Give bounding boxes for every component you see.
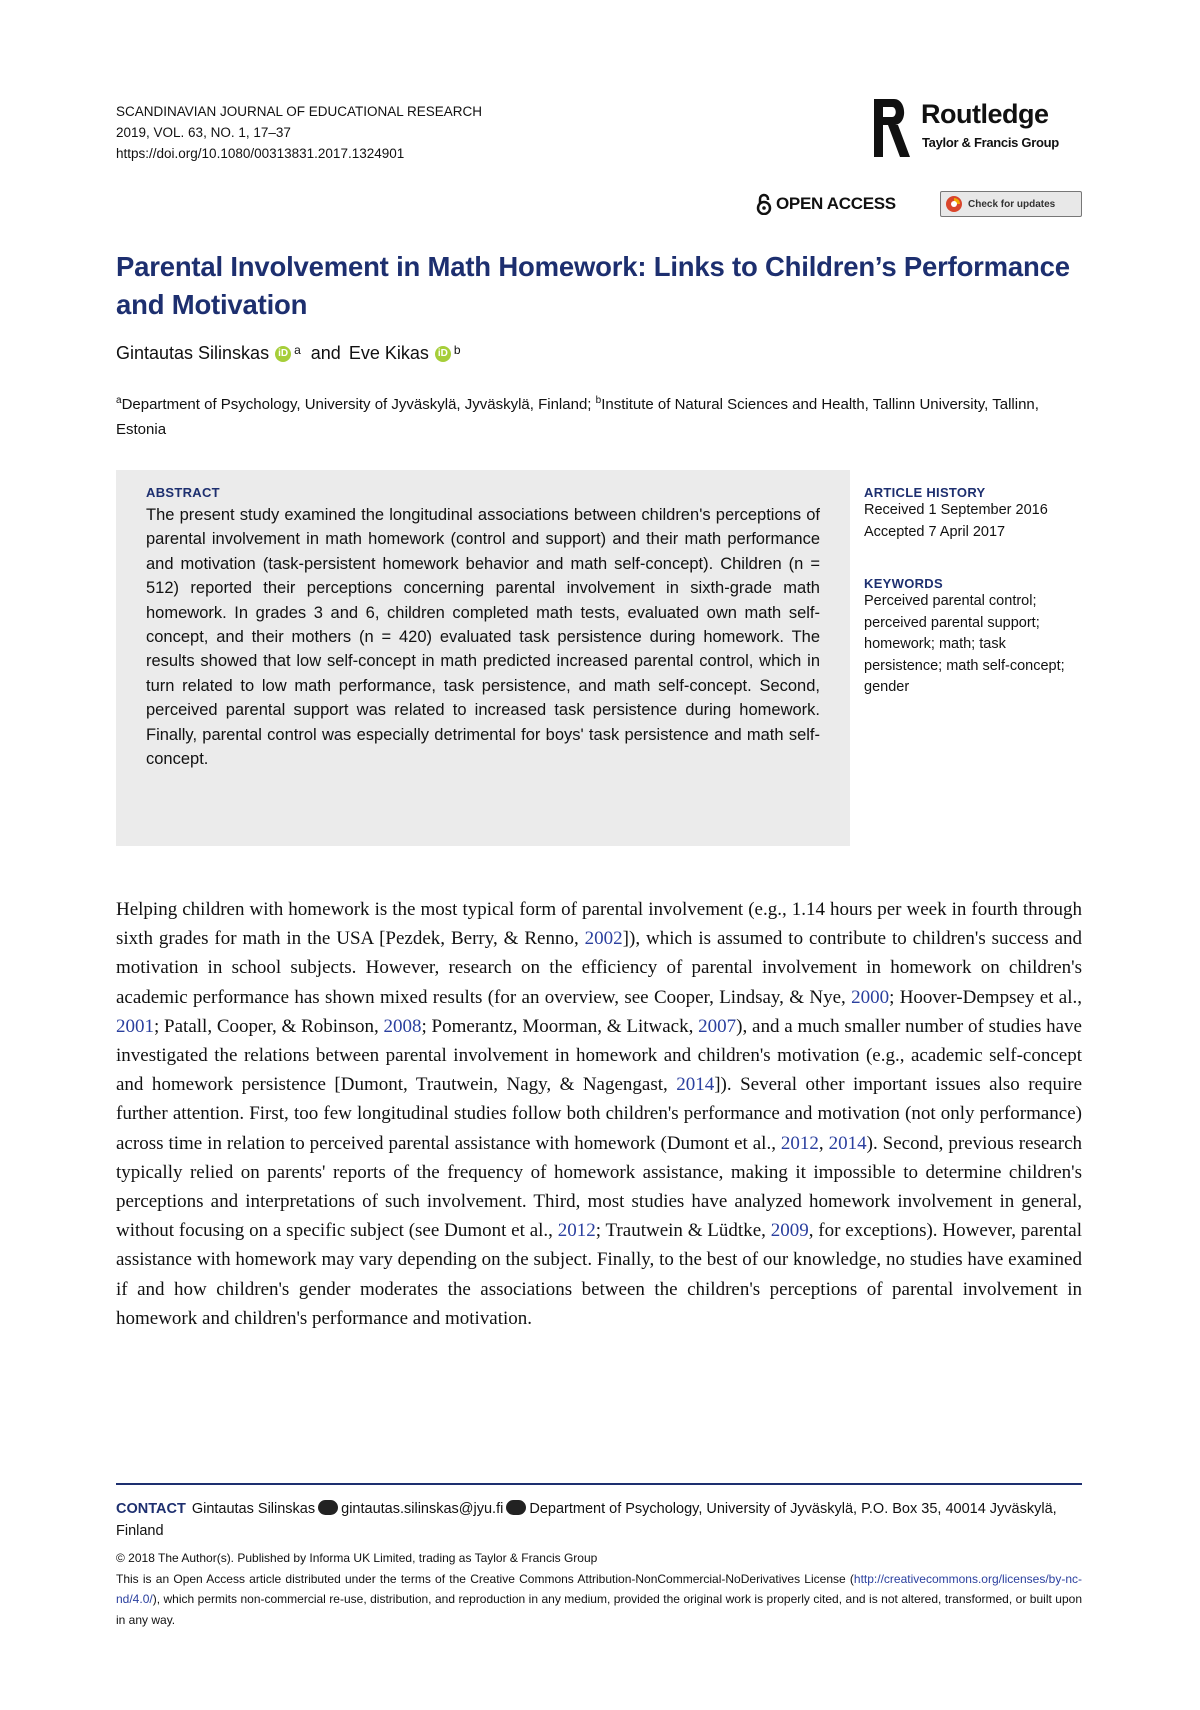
keywords-heading: KEYWORDS	[864, 576, 943, 591]
citation-link[interactable]: 2009	[770, 1220, 809, 1242]
journal-doi[interactable]: https://doi.org/10.1080/00313831.2017.1324901	[116, 146, 405, 161]
received-date: Received 1 September 2016	[864, 502, 1048, 518]
affiliations	[116, 388, 1076, 442]
citation-link[interactable]: 2012	[780, 1132, 819, 1154]
affiliation-b-mark: b	[595, 395, 602, 406]
article-history-heading: ARTICLE HISTORY	[864, 485, 986, 500]
publisher-name: Routledge	[921, 99, 1049, 129]
keywords	[864, 576, 1084, 699]
open-lock-icon	[756, 193, 772, 215]
citation-link[interactable]: 2002	[584, 928, 623, 950]
license-text: This is an Open Access article distributed under the terms of the Creative Commons Attribution-NonCommercial-NoDerivatives License (http://creativecommons.org/licenses/by-nc-nd/4.0/), which permits non-commercial re-use, distribution, and reproduction in any medium, provided the original work is properly cited, and is not altered, transformed, or built upon in any way.	[116, 1571, 1082, 1627]
contact-address: Department of Psychology, University of Jyväskylä, P.O. Box 35, 40014 Jyväskylä, Finland	[116, 1501, 1057, 1539]
open-access-badge	[756, 193, 896, 215]
check-updates-label: Check for updates	[968, 198, 1056, 210]
address-icon	[506, 1500, 526, 1515]
journal-volume: 2019, VOL. 63, NO. 1, 17–37	[116, 125, 291, 140]
citation-link[interactable]: 2014	[828, 1132, 867, 1154]
orcid-icon[interactable]: iD	[435, 346, 451, 362]
citation-link[interactable]: 2008	[383, 1015, 422, 1037]
routledge-r-icon	[874, 97, 910, 159]
accepted-date: Accepted 7 April 2017	[864, 523, 1006, 540]
contact-label: CONTACT	[116, 1501, 186, 1517]
article-title: Parental Involvement in Math Homework: Links to Children’s Performance and Motivation	[116, 251, 1070, 320]
license-link[interactable]: http://creativecommons.org/licenses/by-nc-nd/4.0/	[116, 1571, 1082, 1606]
open-access-label: OPEN ACCESS	[776, 194, 896, 213]
keywords-list: Perceived parental control; perceived parental support; homework; math; task persistence; math self-concept; gender	[864, 593, 1065, 695]
citation-link[interactable]: 2012	[557, 1220, 596, 1242]
publisher-group: Taylor & Francis Group	[922, 135, 1059, 150]
author-conjunction: and	[310, 343, 341, 363]
affiliation-a: Department of Psychology, University of Jyväskylä, Jyväskylä, Finland;	[121, 396, 596, 413]
contact-name: Gintautas Silinskas	[191, 1501, 316, 1517]
abstract-heading: ABSTRACT	[146, 485, 220, 500]
license-footer	[116, 1548, 1082, 1630]
footer-divider	[116, 1483, 1082, 1485]
author-2-name[interactable]: Eve Kikas	[348, 343, 429, 363]
copyright-line: © 2018 The Author(s). Published by Informa UK Limited, trading as Taylor & Francis Group	[116, 1551, 598, 1565]
publisher-logo	[874, 97, 1084, 159]
journal-name: SCANDINAVIAN JOURNAL OF EDUCATIONAL RESEARCH	[116, 104, 483, 119]
article-history	[864, 485, 1048, 543]
check-for-updates-button[interactable]	[940, 191, 1082, 217]
affiliation-b: Institute of Natural Sciences and Health, Tallinn University, Tallinn, Estonia	[116, 396, 1039, 438]
author-1-name[interactable]: Gintautas Silinskas	[116, 343, 270, 363]
author-line	[116, 343, 461, 364]
citation-link[interactable]: 2007	[698, 1015, 737, 1037]
contact-email[interactable]: gintautas.silinskas@jyu.fi	[341, 1501, 504, 1517]
author-1-affiliation-mark: a	[294, 342, 301, 357]
citation-link[interactable]: 2001	[116, 1015, 154, 1037]
journal-header	[116, 101, 482, 164]
citation-link[interactable]: 2014	[676, 1074, 715, 1096]
author-2-affiliation-mark: b	[453, 342, 461, 357]
email-icon	[318, 1500, 338, 1515]
check-updates-icon	[945, 195, 963, 213]
body-paragraph: Helping children with homework is the most typical form of parental involvement (e.g., 1.14 hours per week in fourth through sixth grades for math in the USA [Pezdek, Berry, & Renno, 2002]), which is assumed to contribute to children's success and motivation in school subjects. However, research on the efficiency of parental involvement in homework on children's academic performance has shown mixed results (for an overview, see Cooper, Lindsay, & Nye, 2000; Hoover-Dempsey et al., 2001; Patall, Cooper, & Robinson, 2008; Pomerantz, Moorman, & Litwack, 2007), and a much smaller number of studies have investigated the relations between parental involvement in homework and children's motivation (e.g., academic self-concept and homework persistence [Dumont, Trautwein, Nagy, & Nagengast, 2014]). Several other important issues also require further attention. First, too few longitudinal studies follow both children's performance and motivation (not only performance) across time in relation to perceived parental assistance with homework (Dumont et al., 2012, 2014). Second, previous research typically relied on parents' reports of the frequency of homework assistance, making it impossible to determine children's perceptions and interpretations of such involvement. Third, most studies have analyzed homework involvement in general, without focusing on a specific subject (see Dumont et al., 2012; Trautwein & Lüdtke, 2009, for exceptions). However, parental assistance with homework may vary depending on the subject. Finally, to the best of our knowledge, no studies have examined if and how children's gender moderates the associations between the children's perceptions of parental involvement in homework and children's performance and motivation.	[116, 899, 1083, 1329]
orcid-icon[interactable]: iD	[275, 346, 291, 362]
contact-info	[116, 1498, 1082, 1542]
citation-link[interactable]: 2000	[851, 986, 890, 1008]
abstract-text: The present study examined the longitudinal associations between children's perceptions of parental involvement in math homework (control and support) and their math performance and motivation (task-persistent homework behavior and math self-concept). Children (n = 512) reported their perceptions concerning parental involvement in sixth-grade math homework. In grades 3 and 6, children completed math tests, evaluated own math self-concept, and their mothers (n = 420) evaluated task persistence during homework. The results showed that low self-concept in math predicted increased parental control, which in turn related to low math performance, task persistence, and math self-concept. Second, perceived parental support was related to increased task persistence during homework. Finally, parental control was especially detrimental for boys' task persistence and math self-concept.	[146, 506, 820, 769]
affiliation-a-mark: a	[116, 395, 122, 406]
